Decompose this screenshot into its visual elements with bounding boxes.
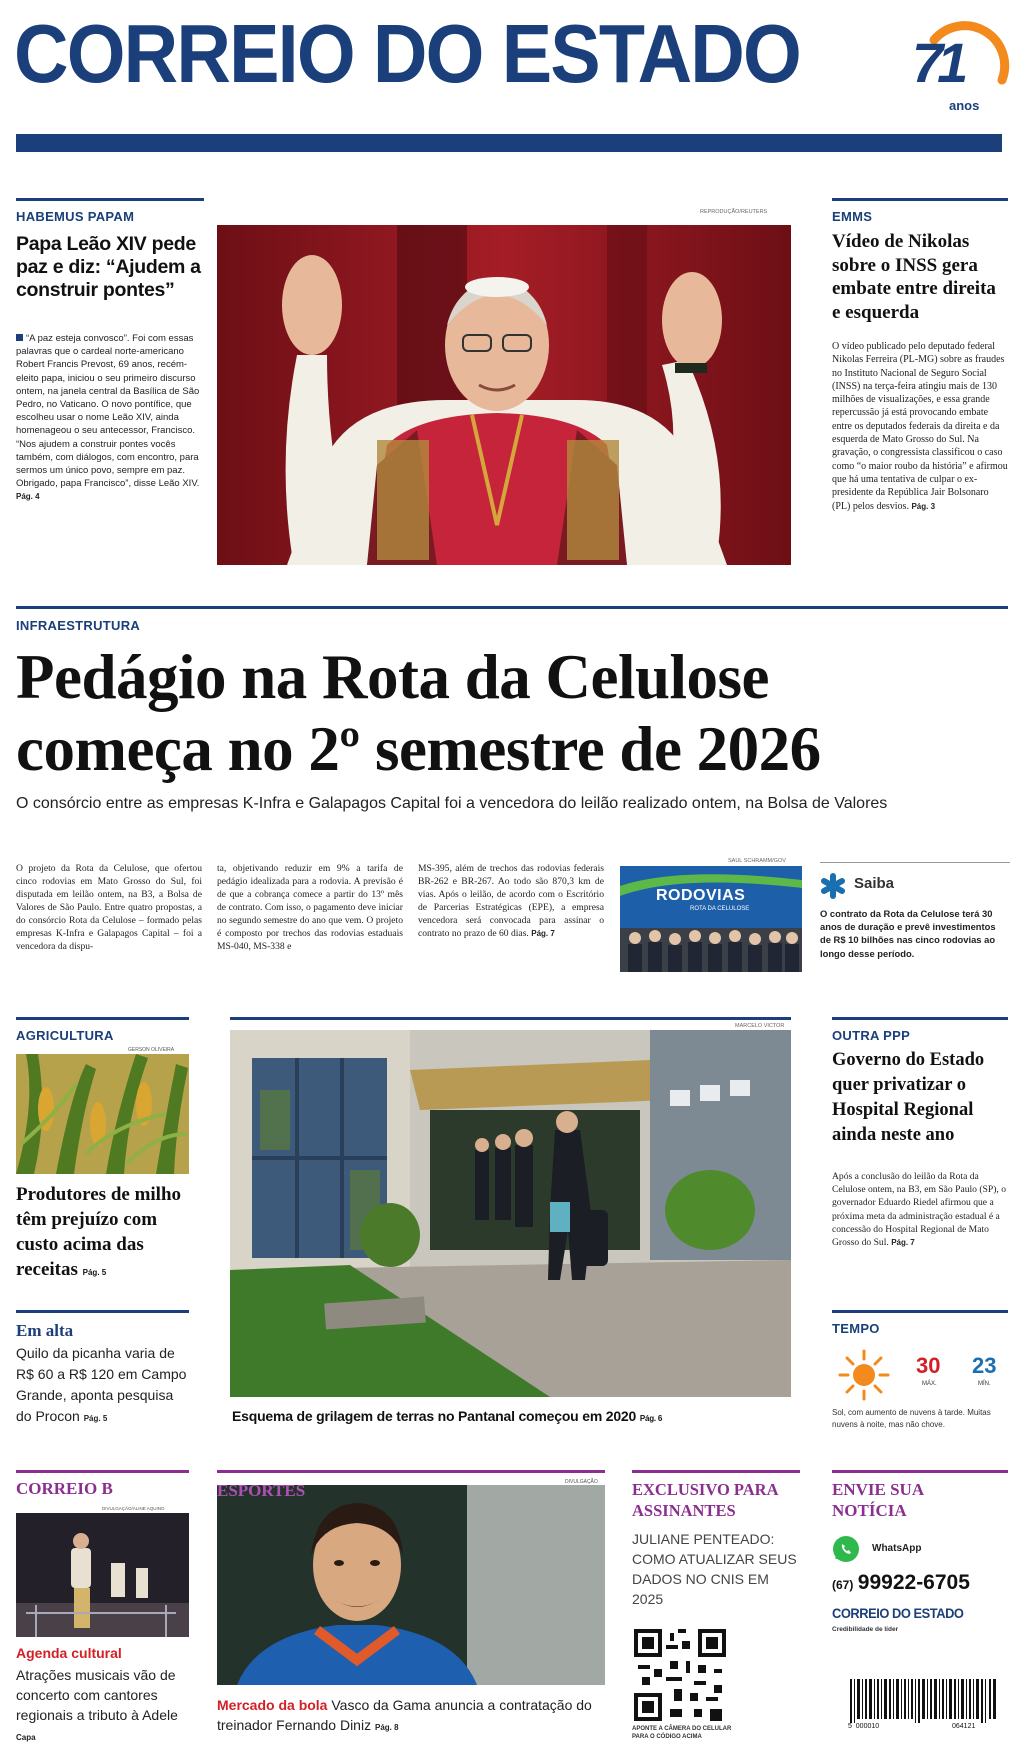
sun-icon xyxy=(838,1349,890,1401)
papa-body xyxy=(16,332,204,504)
tempo-max-label: MÁX. xyxy=(922,1381,937,1387)
saiba-body: O contrato da Rota da Celulose terá 30 anos de duração e prevê investimentos de R$ 10 bilhões nas cinco rodovias ao longo desse período. xyxy=(820,908,996,959)
correio-b-body xyxy=(16,1665,191,1748)
anniversary-word: anos xyxy=(949,98,980,113)
dateline-bar xyxy=(16,134,1002,166)
emms-body-text: O vídeo publicado pelo deputado federal Nikolas Ferreira (PL-MG) sobre as fraudes no Instituto Nacional de Seguro Social (INSS) na terça-feira atingiu mais de 130 milhões de visualizações, e essa grande repercussão já está provocando embate entre os deputados federais da direita e da esquerda de Mato Grosso do Sul. Na gravação, o congressista classificou o caso como “o maior roubo da história” e afirmou que há uma tentativa de culpar o ex-presidente da República Jair Bolsonaro (PL) pelos desvios. xyxy=(832,341,1008,512)
envie-section xyxy=(832,1470,1008,1740)
center-photo-credit: MARCELO VICTOR xyxy=(735,1023,785,1029)
asterisk-icon xyxy=(820,873,846,899)
envie-phone[interactable] xyxy=(832,1571,970,1595)
tempo-kicker: TEMPO xyxy=(832,1321,880,1336)
main-headline-line2[interactable]: começa no 2º semestre de 2026 xyxy=(16,714,821,784)
rodovias-banner-word: RODOVIAS xyxy=(656,887,746,904)
main-kicker: INFRAESTRUTURA xyxy=(16,618,141,633)
correio-b-title: Agenda cultural xyxy=(16,1645,122,1661)
tempo-min-label: MÍN. xyxy=(978,1381,991,1387)
masthead xyxy=(14,6,1010,166)
esportes-title: Mercado da bola xyxy=(217,1697,328,1713)
envie-brand: CORREIO DO ESTADO xyxy=(832,1605,964,1621)
main-col-3 xyxy=(418,862,604,940)
barcode-bars xyxy=(848,1679,998,1723)
exclusivo-body[interactable]: JULIANE PENTEADO: COMO ATUALIZAR SEUS DADOS NO CNIS EM 2025 xyxy=(632,1531,797,1607)
emms-body xyxy=(832,340,1008,513)
papa-page-ref[interactable]: Pág. 4 xyxy=(16,492,40,502)
papa-photo-credit: REPRODUÇÃO/REUTERS xyxy=(700,209,768,215)
correio-b-page-ref[interactable]: Capa xyxy=(16,1733,36,1742)
agricultura-headline-text: Produtores de milho têm prejuízo com custo acima das receitas xyxy=(16,1184,182,1280)
corn-photo-credit: GERSON OLIVEIRA xyxy=(128,1047,175,1053)
rodovias-banner-sub: ROTA DA CELULOSE xyxy=(690,906,750,912)
anniversary-number: 71 xyxy=(912,31,963,94)
center-caption-page-ref[interactable]: Pág. 6 xyxy=(639,1414,663,1423)
anniversary-badge xyxy=(894,20,1009,115)
barcode-right-digits: 064121 xyxy=(952,1723,976,1730)
saiba-title: Saiba xyxy=(854,875,895,892)
center-photo[interactable] xyxy=(230,1030,791,1397)
papa-kicker: HABEMUS PAPAM xyxy=(16,209,135,224)
main-col-3-text: MS-395, além de trechos das rodovias federais BR-262 e BR-267. Ao todo são 870,3 km de vias. Após o leilão, de acordo com o Escritório de Parcerias Estratégicas (EPE), a empresa vencedora será convocada para assinar o contrato no prazo de 60 dias. xyxy=(418,863,604,939)
envie-phone-number: 99922-6705 xyxy=(857,1571,970,1594)
em-alta-title: Em alta xyxy=(16,1321,74,1340)
concert-stage-illustration xyxy=(16,1513,189,1637)
envie-whatsapp-label: WhatsApp xyxy=(872,1543,922,1554)
esportes-text xyxy=(217,1695,605,1738)
main-story xyxy=(16,606,1008,826)
emms-headline[interactable]: Vídeo de Nikolas sobre o INSS gera embate entre direita e esquerda xyxy=(832,231,996,323)
esportes-photo-credit: DIVULGAÇÃO xyxy=(565,1479,598,1485)
outra-ppp-page-ref[interactable]: Pág. 7 xyxy=(891,1238,915,1248)
emms-section xyxy=(832,198,1008,568)
center-photo-rule xyxy=(230,1017,791,1020)
rodovias-photo[interactable] xyxy=(620,866,802,972)
center-photo-caption[interactable] xyxy=(232,1408,791,1424)
correio-b-body-text: Atrações musicais vão de concerto com cantores regionais a tributo à Adele xyxy=(16,1667,178,1723)
em-alta-body xyxy=(16,1343,189,1429)
esportes-page-ref[interactable]: Pág. 8 xyxy=(374,1723,399,1732)
agricultura-page-ref[interactable]: Pág. 5 xyxy=(82,1268,107,1277)
tempo-forecast: Sol, com aumento de nuvens à tarde. Muitas nuvens à noite, mas não chove. xyxy=(832,1408,991,1429)
agricultura-section xyxy=(16,1017,189,1280)
agricultura-kicker: AGRICULTURA xyxy=(16,1028,114,1043)
envie-phone-prefix: (67) xyxy=(832,1578,854,1592)
tempo-section xyxy=(832,1310,1008,1430)
outra-ppp-body xyxy=(832,1170,1008,1249)
exclusivo-section xyxy=(632,1470,800,1740)
center-caption-text: Esquema de grilagem de terras no Pantanal começou em 2020 xyxy=(232,1408,637,1424)
coach-portrait-illustration xyxy=(217,1485,605,1685)
emms-page-ref[interactable]: Pág. 3 xyxy=(911,501,936,511)
corn-photo[interactable] xyxy=(16,1054,189,1174)
main-subheadline: O consórcio entre as empresas K-Infra e Galapagos Capital foi a vencedora do leilão realizado ontem, na Bolsa de Valores xyxy=(16,795,888,812)
outra-ppp-body-text: Após a conclusão do leilão da Rota da Celulose ontem, na B3, em São Paulo (SP), o governador Eduardo Riedel afirmou que a próxima meta da administração estadual é a concessão do Hospital Regional de Mato Grosso do Sul. xyxy=(832,1171,1007,1249)
papa-headline[interactable]: Papa Leão XIV pede paz e diz: “Ajudem a construir pontes” xyxy=(16,233,201,301)
correio-b-kicker: CORREIO B xyxy=(16,1479,113,1498)
tempo-min: 23 xyxy=(972,1353,997,1378)
police-operation-illustration xyxy=(230,1030,791,1397)
qr-code-icon[interactable] xyxy=(634,1629,726,1721)
main-col-2: ta, objetivando reduzir em 9% a tarifa de pedágio idealizada para a rodovia. A previsão é de que a cobrança comece a partir do 13º mês de contrato. Com isso, o pagamento deve iniciar no segundo semestre do ano que vem. O projeto é composto por trechos das rodovias estaduais MS-040, MS-338 e xyxy=(217,863,403,952)
em-alta-page-ref[interactable]: Pág. 5 xyxy=(83,1414,108,1423)
emms-kicker: EMMS xyxy=(832,209,873,224)
esportes-body: Vasco da Gama anuncia a contratação do treinador Fernando Diniz xyxy=(217,1697,592,1733)
auction-stage-illustration xyxy=(620,866,802,972)
papa-body-text: “A paz esteja convosco”. Foi com essas palavras que o cardeal norte-americano Robert Francis Prevost, 69 anos, recém-eleito papa, iniciou o seu primeiro discurso ontem, na janela central da Basílica de São Pedro, no Vaticano. O novo pontífice, que escolheu usar o nome Leão XIV, ainda homenageou o seu antecessor, Francisco. “Nos ajudem a construir pontes vocês também, com diálogos, com encontro, para sermos um único povo, sempre em paz. Obrigado, papa Francisco”, disse Leão XIV. xyxy=(16,333,200,490)
exclusivo-qr-caption: APONTE A CÂMERA DO CELULAR PARA O CÓDIGO ACIMA xyxy=(632,1726,732,1740)
masthead-title: CORREIO DO ESTADO xyxy=(14,7,800,100)
correio-b-photo[interactable] xyxy=(16,1513,189,1637)
papa-section xyxy=(16,198,204,568)
agricultura-headline[interactable] xyxy=(16,1182,194,1285)
saiba-box xyxy=(820,862,1010,974)
tempo-max: 30 xyxy=(916,1353,941,1378)
dateline-text: SEXTA-FEIRA, 9 DE MAIO DE 2025 | ANO 72 | Nº 22.730 | CORREIODOESTADO.COM.BR | FUNDADO EM 7 DE FEVEREIRO DE 1954 | CAPITAL E OUTROS R$ 2 xyxy=(40,156,739,166)
esportes-section xyxy=(217,1470,605,1740)
papa-photo[interactable] xyxy=(217,225,791,565)
correio-b-section xyxy=(16,1470,189,1740)
barcode-left-digits: 5 000010 xyxy=(848,1723,880,1730)
barcode xyxy=(848,1679,998,1733)
papa-bullet-icon xyxy=(16,334,23,341)
outra-ppp-kicker: OUTRA PPP xyxy=(832,1028,911,1043)
outra-ppp-section xyxy=(832,1017,1008,1277)
main-headline-line1[interactable]: Pedágio na Rota da Celulose xyxy=(16,642,770,712)
em-alta-body-text: Quilo da picanha varia de R$ 60 a R$ 120 em Campo Grande, aponta pesquisa do Procon xyxy=(16,1345,187,1424)
main-page-ref[interactable]: Pág. 7 xyxy=(531,929,555,938)
corn-field-illustration xyxy=(16,1054,189,1174)
outra-ppp-headline[interactable]: Governo do Estado quer privatizar o Hospital Regional ainda neste ano xyxy=(832,1050,985,1145)
whatsapp-icon[interactable] xyxy=(832,1535,860,1563)
envie-kicker: ENVIE SUA NOTÍCIA xyxy=(832,1480,924,1520)
pope-waving-illustration xyxy=(217,225,791,565)
correio-b-photo-credit: DIVULGAÇÃO/ALINE AQUINO xyxy=(102,1506,165,1511)
envie-slogan: Credibilidade de líder xyxy=(832,1626,899,1633)
em-alta-section xyxy=(16,1310,189,1440)
exclusivo-kicker: EXCLUSIVO PARA ASSINANTES xyxy=(632,1480,778,1520)
esportes-kicker: ESPORTES xyxy=(217,1481,306,1500)
main-col-1: O projeto da Rota da Celulose, que ofertou cinco rodovias em Mato Grosso do Sul, foi disputada em leilão ontem, na B3, a Bolsa de Valores de São Paulo. Entre quatro propostas, a do consórcio Rota da Celulose – formado pelas empresas K-Infra e Galapagos Capital – foi a vencedora da dispu- xyxy=(16,863,202,952)
rodovias-photo-credit: SAUL SCHRAMM/GOV xyxy=(728,858,786,864)
